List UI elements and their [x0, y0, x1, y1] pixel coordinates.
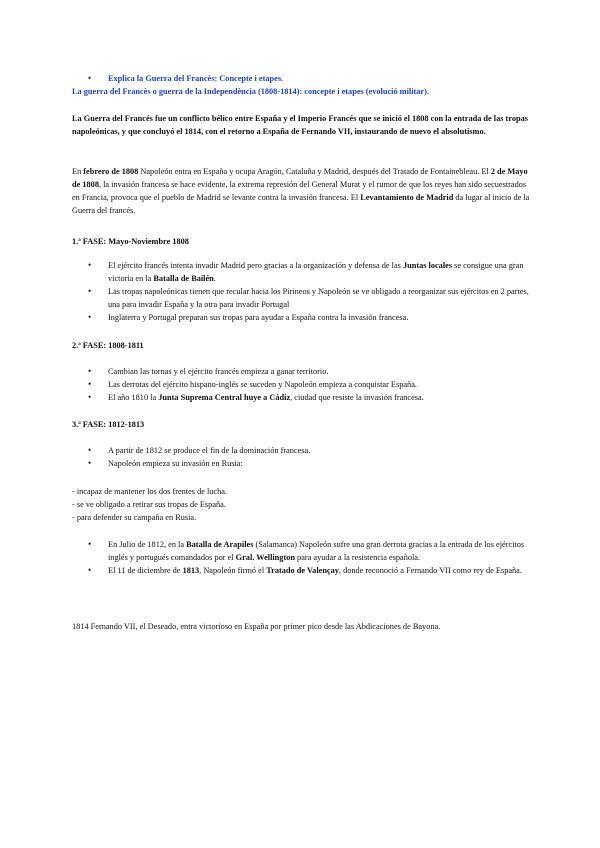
header-bullet: • Explica la Guerra del Francès: Concepte i etapes. — [72, 72, 532, 85]
list-item: • Las tropas napoleónicas tienen que recular hacia los Pirineos y Napoleón se ve obligado a reorganizar sus ejércitos en 2 partes, una para invadir España y la otra para invadir Portugal — [72, 285, 532, 311]
dash-item: - se ve obligado a retirar sus tropas de España. — [72, 500, 226, 509]
fase3-list-a — [72, 444, 532, 470]
paragraph-1: En febrero de 1808 Napoleón entra en España y ocupa Aragón, Cataluña y Madrid, después del Tratado de Fontainebleau. El 2 de Mayo de 1808, la invasión francesa se hace evidente, la extrema represión del General Murat y el rumor de que los reyes han sido secuestrados en Francia, provoca que el pueblo de Madrid se levante contra la invasión francesa. El Levantamiento de Madrid da lugar al inicio de la Guerra del francés. — [72, 167, 530, 215]
closing-paragraph: 1814 Fernando VII, el Deseado, entra victorioso en España por primer pico desde las Abdicaciones de Bayona. — [72, 622, 441, 631]
list-item: • Cambian las tornas y el ejército francés empieza a ganar territorio. — [72, 365, 532, 378]
dash-item: - incapaz de mantener los dos frentes de lucha. — [72, 487, 228, 496]
fase3-heading: 3.ª FASE: 1812-1813 — [72, 420, 145, 429]
fase2-heading: 2.ª FASE: 1808-1811 — [72, 341, 144, 350]
fase1-list — [72, 259, 532, 324]
list-item: • Napoleón empieza su invasión en Rusia: — [72, 457, 532, 470]
fase3-list-b — [72, 538, 532, 577]
subtitle: La guerra del Francès o guerra de la Independència (1808-1814): concepte i etapes (evolució militar). — [72, 87, 429, 96]
dash-item: - para defender su campaña en Rusia. — [72, 513, 197, 522]
list-item: • En Julio de 1812, en la Batalla de Arapiles (Salamanca) Napoleón sufre una gran derrota gracias a la entrada de los ejércitos inglés y portugués comandados por el Gral. Wellington para ayudar a la resistencia española. — [72, 538, 532, 564]
fase2-list — [72, 365, 532, 404]
list-item: • El año 1810 la Junta Suprema Central huye a Cádiz, ciudad que resiste la invasión francesa. — [72, 391, 532, 404]
fase1-heading: 1.ª FASE: Mayo-Noviembre 1808 — [72, 237, 189, 246]
list-item: • A partir de 1812 se produce el fin de la dominación francesa. — [72, 444, 532, 457]
list-item: • Inglaterra y Portugal preparan sus tropas para ayudar a España contra la invasión francesa. — [72, 311, 532, 324]
list-item: • Las derrotas del ejército hispano-inglés se suceden y Napoleón empieza a conquistar España. — [72, 378, 532, 391]
list-item: • El ejército francés intenta invadir Madrid pero gracias a la organización y defensa de las Juntas locales se consigue una gran victoria en la Batalla de Bailén. — [72, 259, 532, 285]
header-section — [72, 72, 532, 85]
list-item: • El 11 de diciembre de 1813, Napoleón firmó el Tratado de Valençay, donde reconoció a Fernando VII como rey de España. — [72, 564, 532, 577]
intro-paragraph: La Guerra del Francés fue un conflicto bélico entre España y el Imperio Francés que se inició el 1808 con la entrada de las tropas napoleónicas, y que concluyó el 1814, con el retorno a España de Fernando VII, instaurando de nuevo el absolutismo. — [72, 114, 528, 136]
fase3-dash-list — [72, 485, 532, 524]
